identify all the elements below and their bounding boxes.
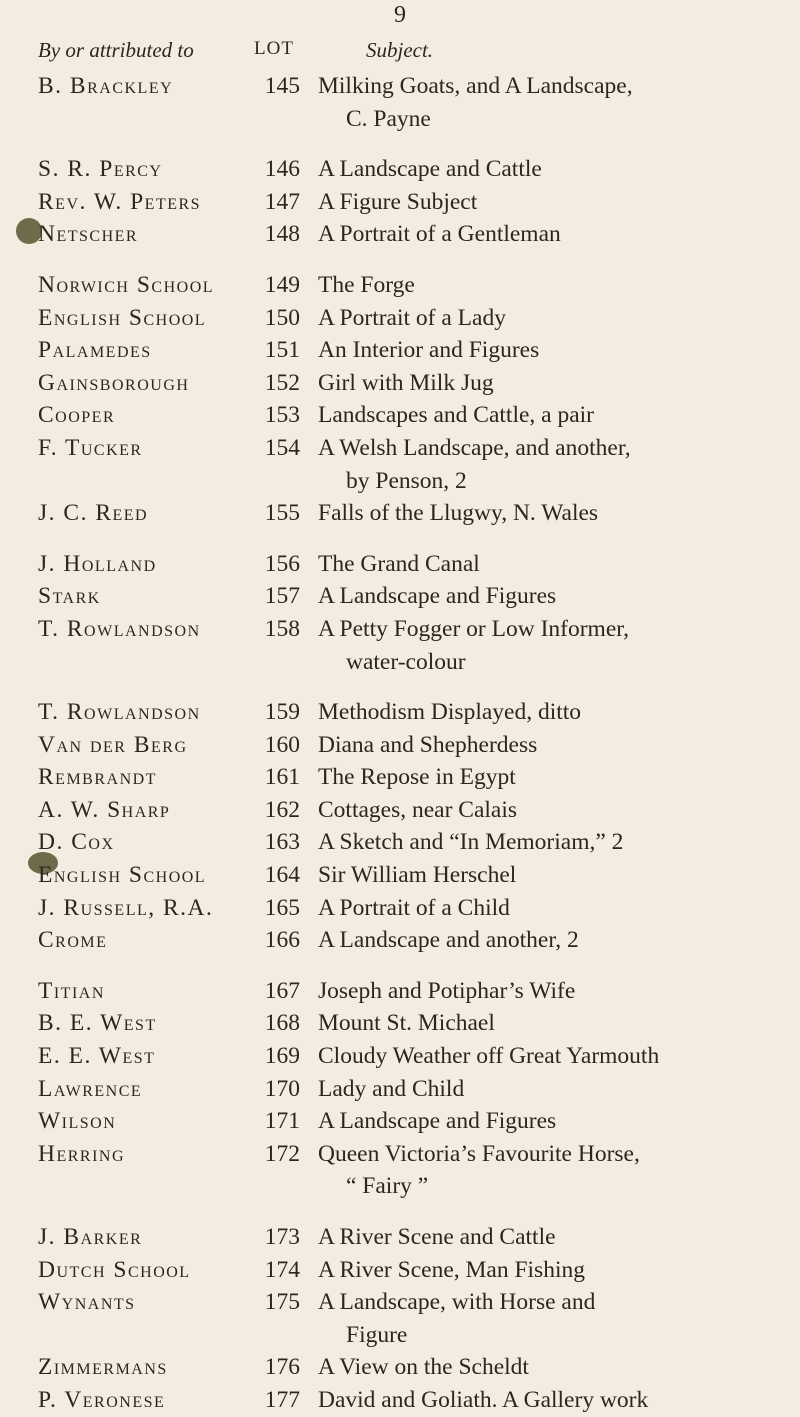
subject-text: Methodism Displayed, ditto bbox=[318, 699, 582, 726]
artist-name: E. E. West bbox=[38, 1043, 156, 1070]
lot-number: 168 bbox=[264, 1010, 300, 1037]
subject-title bbox=[314, 924, 744, 957]
lot-entry bbox=[0, 613, 800, 678]
lot-number: 166 bbox=[264, 927, 300, 954]
subject-title bbox=[314, 1138, 744, 1203]
artist-name: Palamedes bbox=[38, 337, 152, 364]
lot-entry bbox=[0, 761, 800, 794]
lot-number: 162 bbox=[264, 796, 300, 823]
artist-name: Norwich School bbox=[38, 271, 215, 298]
artist-name: Herring bbox=[38, 1140, 126, 1167]
subject-title bbox=[314, 548, 744, 581]
lot-number: 160 bbox=[264, 731, 300, 758]
subject-text: A Landscape and Figures bbox=[318, 1108, 557, 1135]
artist-name: English School bbox=[38, 304, 207, 331]
artist-name: J. C. Reed bbox=[38, 500, 149, 527]
artist-name: T. Rowlandson bbox=[38, 615, 201, 642]
subject-title bbox=[314, 761, 744, 794]
subject-title bbox=[314, 729, 744, 762]
artist-name: Zimmermans bbox=[38, 1354, 168, 1381]
subject-title bbox=[314, 1040, 744, 1073]
subject-title bbox=[314, 1351, 744, 1384]
subject-text: A Portrait of a Lady bbox=[318, 304, 506, 331]
lot-number: 159 bbox=[264, 699, 300, 726]
lot-entry bbox=[0, 334, 800, 367]
lot-entry bbox=[0, 186, 800, 219]
artist-name: Titian bbox=[38, 977, 105, 1004]
subject-title bbox=[314, 1286, 744, 1351]
lot-number: 158 bbox=[264, 615, 300, 642]
lot-entry bbox=[0, 218, 800, 251]
lot-entry bbox=[0, 729, 800, 762]
subject-text: A Sketch and “In Memoriam,” 2 bbox=[318, 829, 624, 856]
lot-entry bbox=[0, 269, 800, 302]
artist-name: Cooper bbox=[38, 402, 116, 429]
lot-number: 164 bbox=[264, 862, 300, 889]
lot-entry bbox=[0, 1351, 800, 1384]
subject-title bbox=[314, 613, 744, 678]
subject-title bbox=[314, 153, 744, 186]
subject-text: Milking Goats, and A Landscape, bbox=[318, 73, 633, 99]
subject-text: Sir William Herschel bbox=[318, 862, 517, 889]
subject-text: A Portrait of a Child bbox=[318, 894, 510, 921]
subject-title bbox=[314, 1221, 744, 1254]
artist-name: S. R. Percy bbox=[38, 156, 163, 183]
artist-name: Wynants bbox=[38, 1289, 136, 1316]
lot-entry bbox=[0, 1040, 800, 1073]
artist-name: Netscher bbox=[38, 221, 139, 248]
lot-number: 145 bbox=[264, 73, 300, 99]
lot-number: 173 bbox=[264, 1224, 300, 1250]
artist-name: Rev. W. Peters bbox=[38, 188, 202, 215]
subject-text: A Portrait of a Gentleman bbox=[318, 221, 561, 248]
artist-name: P. Veronese bbox=[38, 1386, 166, 1413]
lot-number: 176 bbox=[264, 1354, 300, 1381]
subject-title bbox=[314, 1384, 744, 1417]
subject-continuation: water-colour bbox=[346, 648, 466, 675]
artist-name: Stark bbox=[38, 583, 101, 610]
lot-number: 146 bbox=[264, 156, 300, 183]
subject-text: Diana and Shepherdess bbox=[318, 731, 538, 758]
lot-entry bbox=[0, 580, 800, 613]
artist-name: F. Tucker bbox=[38, 434, 143, 461]
artist-column-heading: By or attributed to bbox=[38, 38, 194, 62]
lot-number: 156 bbox=[264, 550, 300, 577]
subject-title bbox=[314, 367, 744, 400]
artist-name: B. Brackley bbox=[38, 73, 174, 99]
entry-spacer bbox=[0, 678, 800, 696]
lot-entry bbox=[0, 548, 800, 581]
lot-number: 174 bbox=[264, 1256, 300, 1283]
lot-number: 148 bbox=[264, 221, 300, 248]
lot-entry bbox=[0, 1286, 800, 1351]
subject-title bbox=[314, 859, 744, 892]
subject-title bbox=[314, 1073, 744, 1106]
subject-title bbox=[314, 70, 744, 135]
lot-number: 172 bbox=[264, 1140, 300, 1167]
artist-name: Gainsborough bbox=[38, 369, 190, 396]
lot-column-heading: LOT bbox=[254, 38, 294, 59]
subject-continuation: “ Fairy ” bbox=[346, 1173, 429, 1200]
subject-text: The Forge bbox=[318, 271, 415, 298]
subject-continuation: C. Payne bbox=[346, 105, 431, 132]
lot-number: 163 bbox=[264, 829, 300, 856]
subject-title bbox=[314, 975, 744, 1008]
artist-name: Wilson bbox=[38, 1108, 117, 1135]
subject-title bbox=[314, 794, 744, 827]
lot-number: 152 bbox=[264, 369, 300, 396]
lot-number: 150 bbox=[264, 304, 300, 331]
subject-title bbox=[314, 186, 744, 219]
subject-title bbox=[314, 269, 744, 302]
lot-number: 170 bbox=[264, 1075, 300, 1102]
lot-entry bbox=[0, 70, 800, 135]
lot-number: 149 bbox=[264, 271, 300, 298]
lot-number: 165 bbox=[264, 894, 300, 921]
lot-number: 171 bbox=[264, 1108, 300, 1135]
lot-list bbox=[0, 70, 800, 1417]
entry-spacer bbox=[0, 1203, 800, 1221]
artist-name: Rembrandt bbox=[38, 764, 157, 791]
artist-name: Dutch School bbox=[38, 1256, 191, 1283]
artist-name: A. W. Sharp bbox=[38, 796, 171, 823]
subject-text: An Interior and Figures bbox=[318, 337, 540, 364]
subject-text: A Figure Subject bbox=[318, 188, 478, 215]
subject-column-heading: Subject. bbox=[366, 38, 434, 62]
lot-entry bbox=[0, 1105, 800, 1138]
subject-continuation: by Penson, 2 bbox=[346, 467, 467, 494]
lot-entry bbox=[0, 696, 800, 729]
lot-number: 177 bbox=[264, 1386, 300, 1413]
subject-title bbox=[314, 580, 744, 613]
lot-entry bbox=[0, 1384, 800, 1417]
subject-title bbox=[314, 826, 744, 859]
subject-text: Landscapes and Cattle, a pair bbox=[318, 402, 595, 429]
lot-entry bbox=[0, 924, 800, 957]
subject-title bbox=[314, 1105, 744, 1138]
artist-name: B. E. West bbox=[38, 1010, 157, 1037]
lot-number: 169 bbox=[264, 1043, 300, 1070]
subject-text: A River Scene, Man Fishing bbox=[318, 1256, 585, 1283]
artist-name: J. Russell, R.A. bbox=[38, 894, 214, 921]
entry-spacer bbox=[0, 957, 800, 975]
subject-text: Cloudy Weather off Great Yarmouth bbox=[318, 1043, 660, 1070]
subject-text: Girl with Milk Jug bbox=[318, 369, 494, 396]
subject-title bbox=[314, 399, 744, 432]
artist-name: Lawrence bbox=[38, 1075, 143, 1102]
subject-title bbox=[314, 1007, 744, 1040]
subject-text: Mount St. Michael bbox=[318, 1010, 495, 1037]
lot-number: 167 bbox=[264, 977, 300, 1004]
artist-name: J. Holland bbox=[38, 550, 157, 577]
subject-text: David and Goliath. A Gallery work bbox=[318, 1386, 649, 1413]
lot-entry bbox=[0, 367, 800, 400]
lot-number: 154 bbox=[264, 434, 300, 461]
lot-entry bbox=[0, 1138, 800, 1203]
lot-entry bbox=[0, 432, 800, 497]
subject-text: Queen Victoria’s Favourite Horse, bbox=[318, 1140, 640, 1167]
subject-text: A Welsh Landscape, and another, bbox=[318, 434, 631, 461]
subject-title bbox=[314, 497, 744, 530]
lot-number: 161 bbox=[264, 764, 300, 791]
lot-entry bbox=[0, 153, 800, 186]
subject-text: A Landscape, with Horse and bbox=[318, 1289, 596, 1316]
subject-text: A Landscape and another, 2 bbox=[318, 927, 579, 954]
subject-text: A Landscape and Figures bbox=[318, 583, 557, 610]
lot-entry bbox=[0, 497, 800, 530]
lot-number: 147 bbox=[264, 188, 300, 215]
subject-text: The Repose in Egypt bbox=[318, 764, 516, 791]
lot-entry bbox=[0, 794, 800, 827]
subject-title bbox=[314, 218, 744, 251]
subject-text: Cottages, near Calais bbox=[318, 796, 518, 823]
subject-text: A Petty Fogger or Low Informer, bbox=[318, 615, 630, 642]
page-number: 9 bbox=[394, 2, 406, 28]
subject-text: Joseph and Potiphar’s Wife bbox=[318, 977, 576, 1004]
lot-entry bbox=[0, 859, 800, 892]
lot-entry bbox=[0, 302, 800, 335]
subject-title bbox=[314, 302, 744, 335]
lot-entry bbox=[0, 892, 800, 925]
lot-entry bbox=[0, 975, 800, 1008]
lot-number: 155 bbox=[264, 500, 300, 527]
lot-entry bbox=[0, 826, 800, 859]
subject-title bbox=[314, 432, 744, 497]
lot-entry bbox=[0, 1073, 800, 1106]
artist-name: Crome bbox=[38, 927, 108, 954]
artist-name: Van der Berg bbox=[38, 731, 188, 758]
artist-name: D. Cox bbox=[38, 829, 115, 856]
lot-number: 157 bbox=[264, 583, 300, 610]
entry-spacer bbox=[0, 251, 800, 269]
subject-text: A River Scene and Cattle bbox=[318, 1224, 556, 1250]
subject-title bbox=[314, 892, 744, 925]
subject-text: The Grand Canal bbox=[318, 550, 480, 577]
lot-number: 175 bbox=[264, 1289, 300, 1316]
artist-name: J. Barker bbox=[38, 1224, 143, 1250]
lot-number: 153 bbox=[264, 402, 300, 429]
entry-spacer bbox=[0, 135, 800, 153]
lot-entry bbox=[0, 399, 800, 432]
subject-title bbox=[314, 1254, 744, 1287]
subject-title bbox=[314, 334, 744, 367]
artist-name: English School bbox=[38, 862, 207, 889]
lot-entry bbox=[0, 1254, 800, 1287]
subject-text: A View on the Scheldt bbox=[318, 1354, 529, 1381]
subject-text: Falls of the Llugwy, N. Wales bbox=[318, 500, 599, 527]
subject-title bbox=[314, 696, 744, 729]
subject-text: Lady and Child bbox=[318, 1075, 465, 1102]
lot-number: 151 bbox=[264, 337, 300, 364]
subject-text: A Landscape and Cattle bbox=[318, 156, 542, 183]
lot-entry bbox=[0, 1007, 800, 1040]
artist-name: T. Rowlandson bbox=[38, 699, 201, 726]
subject-continuation: Figure bbox=[346, 1321, 408, 1348]
entry-spacer bbox=[0, 530, 800, 548]
lot-entry bbox=[0, 1221, 800, 1254]
